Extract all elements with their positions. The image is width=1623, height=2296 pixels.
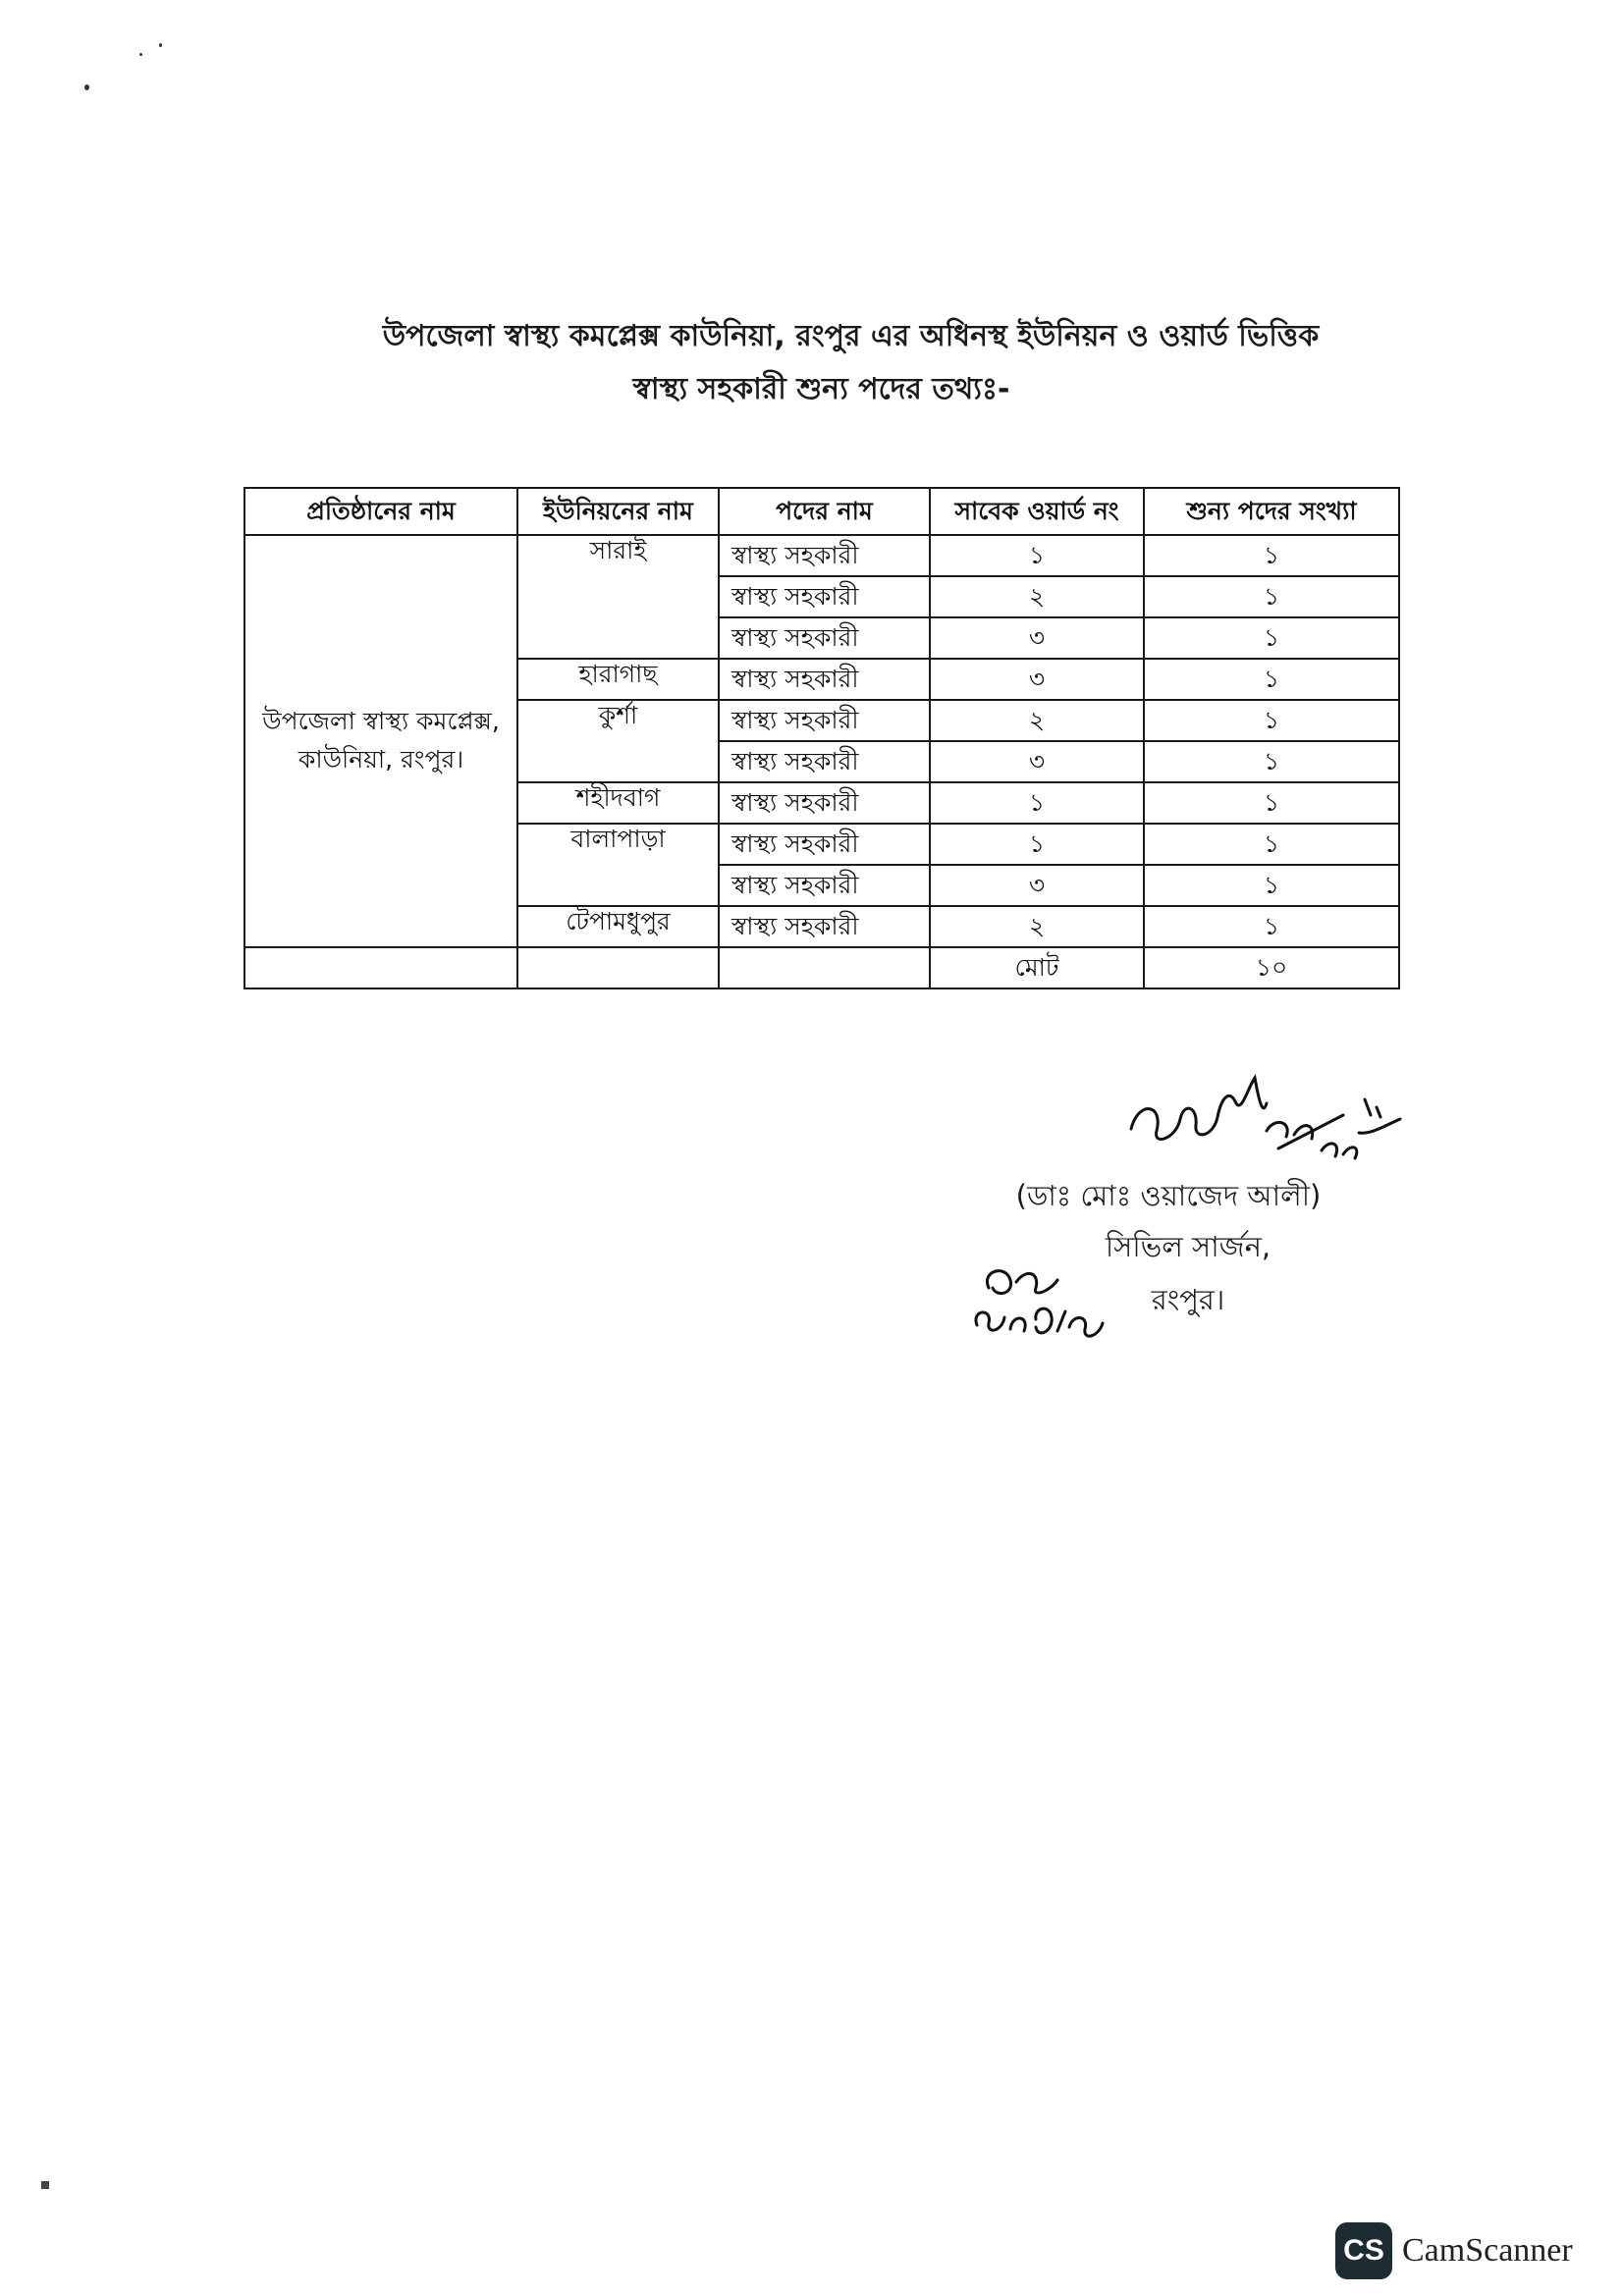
empty-cell [517,947,719,988]
signatory-name: (ডাঃ মোঃ ওয়াজেদ আলী) [1015,1179,1322,1212]
vacant-cell: ১ [1144,576,1399,617]
signatory-designation: সিভিল সার্জন, [1105,1230,1271,1263]
ward-cell: ৩ [930,617,1144,659]
post-cell: স্বাস্থ্য সহকারী [719,782,930,824]
signature-scribble [1119,1060,1404,1168]
post-cell: স্বাস্থ্য সহকারী [719,824,930,865]
header-ward: সাবেক ওয়ার্ড নং [930,488,1144,535]
total-label: মোট [930,947,1144,988]
post-cell: স্বাস্থ্য সহকারী [719,576,930,617]
vacant-cell: ১ [1144,906,1399,947]
post-cell: স্বাস্থ্য সহকারী [719,617,930,659]
document-subtitle: স্বাস্থ্য সহকারী শুন্য পদের তথ্যঃ- [632,372,1010,406]
table-header-row [244,488,1399,535]
vacant-cell: ১ [1144,741,1399,782]
scan-speck [139,53,142,56]
ward-cell: ১ [930,782,1144,824]
union-cell: কুর্শা [517,700,719,782]
post-cell: স্বাস্থ্য সহকারী [719,741,930,782]
document-title: উপজেলা স্বাস্থ্য কমপ্লেক্স কাউনিয়া, রংপুর এর অধিনস্থ ইউনিয়ন ও ওয়ার্ড ভিত্তিক [382,319,1320,353]
vacant-cell: ১ [1144,535,1399,576]
post-cell: স্বাস্থ্য সহকারী [719,700,930,741]
union-cell: শহীদবাগ [517,782,719,824]
scan-speck [159,43,162,47]
header-post: পদের নাম [719,488,930,535]
initial-scribble [967,1258,1114,1366]
camscanner-logo: CS [1335,2222,1392,2279]
ward-cell: ২ [930,906,1144,947]
vacant-cell: ১ [1144,782,1399,824]
ward-cell: ১ [930,824,1144,865]
vacant-cell: ১ [1144,865,1399,906]
scan-speck [84,84,89,90]
signatory-place: রংপুর। [1151,1283,1225,1316]
ward-cell: ৩ [930,865,1144,906]
empty-cell [244,947,517,988]
vacant-cell: ১ [1144,824,1399,865]
scan-edge-mark [41,2181,49,2189]
post-cell: স্বাস্থ্য সহকারী [719,659,930,700]
vacant-cell: ১ [1144,617,1399,659]
vacant-cell: ১ [1144,659,1399,700]
ward-cell: ২ [930,700,1144,741]
post-cell: স্বাস্থ্য সহকারী [719,535,930,576]
post-cell: স্বাস্থ্য সহকারী [719,865,930,906]
table-total-row [244,947,1399,988]
total-value: ১০ [1144,947,1399,988]
header-institution: প্রতিষ্ঠানের নাম [244,488,517,535]
vacancy-table [243,487,1400,989]
table-row [244,535,1399,576]
ward-cell: ১ [930,535,1144,576]
camscanner-watermark: CamScanner [1402,2232,1573,2269]
post-cell: স্বাস্থ্য সহকারী [719,906,930,947]
empty-cell [719,947,930,988]
union-cell: বালাপাড়া [517,824,719,906]
union-cell: টেপামধুপুর [517,906,719,947]
union-cell: সারাই [517,535,719,659]
header-vacant: শুন্য পদের সংখ্যা [1144,488,1399,535]
institution-cell: উপজেলা স্বাস্থ্য কমপ্লেক্স, কাউনিয়া, রংপুর। [244,535,517,947]
union-cell: হারাগাছ [517,659,719,700]
ward-cell: ৩ [930,741,1144,782]
ward-cell: ৩ [930,659,1144,700]
ward-cell: ২ [930,576,1144,617]
header-union: ইউনিয়নের নাম [517,488,719,535]
vacant-cell: ১ [1144,700,1399,741]
